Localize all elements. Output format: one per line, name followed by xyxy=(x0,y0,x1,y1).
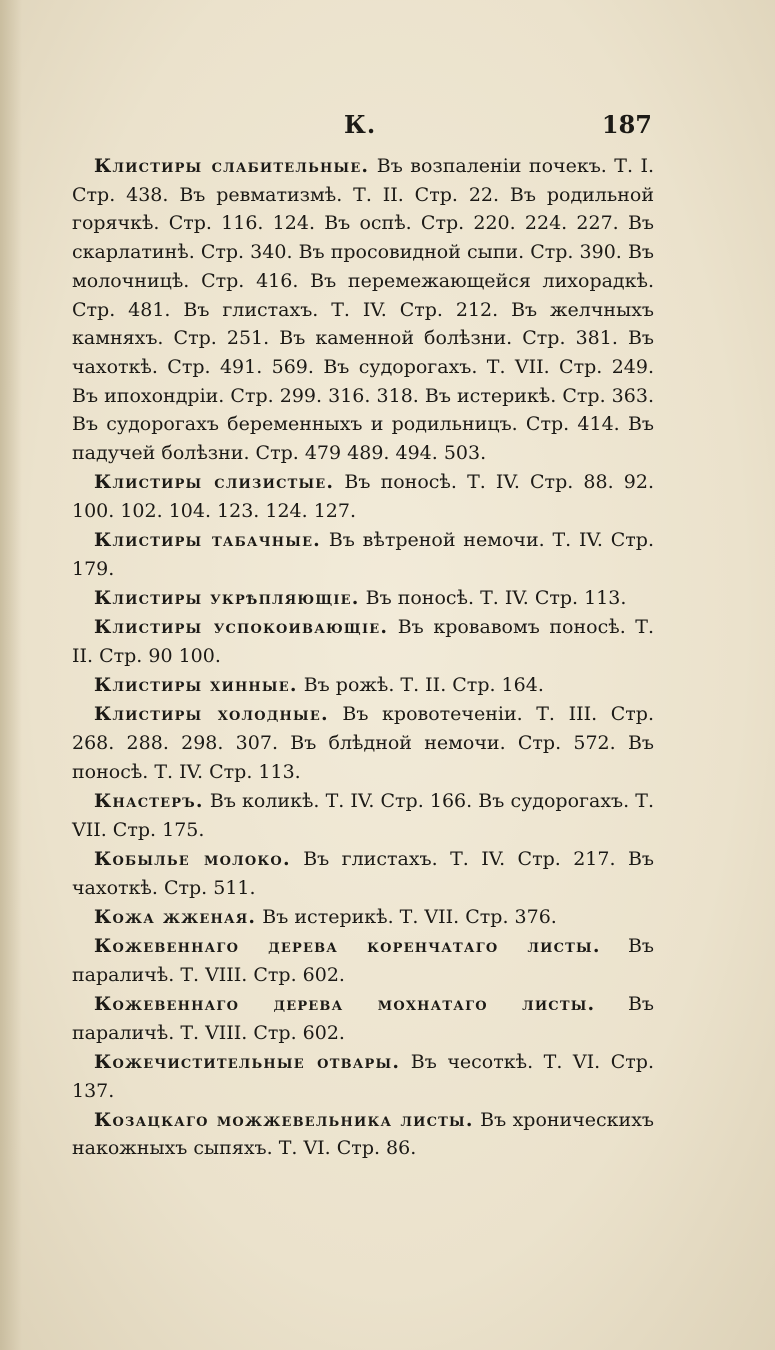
entry-text: Въ хроническихъ накожныхъ сыпяхъ. Т. VI. Стр. 86. xyxy=(72,1108,654,1160)
entry-text: Въ истерикѣ. Т. VII. Стр. 376. xyxy=(262,905,557,928)
entry-term: Клистиры табачные. xyxy=(94,529,321,552)
entry-text: Въ коликѣ. Т. IV. Стр. 166. Въ судорогахъ. Т. VII. Стр. 175. xyxy=(72,789,655,841)
index-entries xyxy=(72,152,654,1163)
entry-text: Въ поносѣ. Т. IV. Стр. 88. 92. 100. 102. 104. 123. 124. 127. xyxy=(72,471,654,522)
entry-term: Клистиры успокоивающіе. xyxy=(94,616,389,639)
entry-text: Въ кровотеченіи. Т. III. Стр. 268. 288. 298. 307. Въ блѣдной немочи. Стр. 572. Въ поносѣ. Т. IV. Стр. 113. xyxy=(72,703,654,783)
entry-text: Въ чесоткѣ. Т. VI. Стр. 137. xyxy=(72,1050,654,1102)
index-entry xyxy=(72,787,654,844)
section-letter: К. xyxy=(344,110,377,139)
index-entry xyxy=(72,1106,654,1163)
index-entry xyxy=(72,468,654,525)
index-entry xyxy=(72,152,654,468)
index-entry xyxy=(72,613,654,670)
entry-term: Клистиры слабительные. xyxy=(94,155,370,177)
entry-term: Клистиры укрѣпляющіе. xyxy=(94,587,360,610)
entry-term: Кожечистительные отвары. xyxy=(94,1050,401,1073)
entry-term: Кожа жженая. xyxy=(94,905,257,928)
entry-term: Кобылье молоко. xyxy=(94,847,291,870)
entry-term: Козацкаго можжевельника листы. xyxy=(94,1108,474,1131)
index-entry xyxy=(72,903,654,932)
entry-term: Клистиры хинные. xyxy=(94,674,298,697)
index-entry xyxy=(72,584,654,613)
entry-text: Въ рожѣ. Т. II. Стр. 164. xyxy=(303,674,544,697)
entry-text: Въ параличѣ. Т. VIII. Стр. 602. xyxy=(72,992,654,1044)
entry-term: Клистиры холодные. xyxy=(94,703,329,726)
index-entry xyxy=(72,1048,654,1105)
entry-term: Клистиры слизистые. xyxy=(94,471,335,494)
page-header xyxy=(72,110,652,146)
index-entry xyxy=(72,932,654,989)
page-edge-shadow xyxy=(0,0,22,1350)
index-entry xyxy=(72,671,654,700)
index-entry xyxy=(72,700,654,786)
index-entry xyxy=(72,845,654,902)
entry-text: Въ параличѣ. Т. VIII. Стр. 602. xyxy=(72,934,654,986)
entry-text: Въ вѣтреной немочи. Т. IV. Стр. 179. xyxy=(72,529,655,580)
index-entry xyxy=(72,526,654,583)
entry-term: Кожевеннаго дерева коренчатаго листы. xyxy=(94,934,601,957)
entry-text: Въ глистахъ. Т. IV. Стр. 217. Въ чахоткѣ. Стр. 511. xyxy=(72,847,654,899)
page-number: 187 xyxy=(601,110,652,139)
entry-text: Въ кровавомъ поносѣ. Т. II. Стр. 90 100. xyxy=(72,616,654,667)
entry-text: Въ возпаленіи почекъ. Т. I. Стр. 438. Въ ревматизмѣ. Т. II. Стр. 22. Въ родильной горячкѣ. Стр. 116. 124. Въ оспѣ. Стр. 220. 224. 227. Въ скарлатинѣ. Стр. 340. Въ просовидной сыпи. Стр. 390. Въ молочницѣ. Стр. 416. Въ перемежающейся лихорадкѣ. Стр. 481. Въ глистахъ. Т. IV. Стр. 212. Въ желчныхъ камняхъ. Стр. 251. Въ каменной болѣзни. Стр. 381. Въ чахоткѣ. Стр. 491. 569. Въ судорогахъ. Т. VII. Стр. 249. Въ ипохондріи. Стр. 299. 316. 318. Въ истерикѣ. Стр. 363. Въ судорогахъ беременныхъ и родильницъ. Стр. 414. Въ падучей болѣзни. Стр. 479 489. 494. 503. xyxy=(72,155,654,465)
entry-term: Кнастеръ. xyxy=(94,789,204,812)
entry-term: Кожевеннаго дерева мохнатаго листы. xyxy=(94,992,596,1015)
index-entry xyxy=(72,990,654,1047)
entry-text: Въ поносѣ. Т. IV. Стр. 113. xyxy=(365,587,627,610)
